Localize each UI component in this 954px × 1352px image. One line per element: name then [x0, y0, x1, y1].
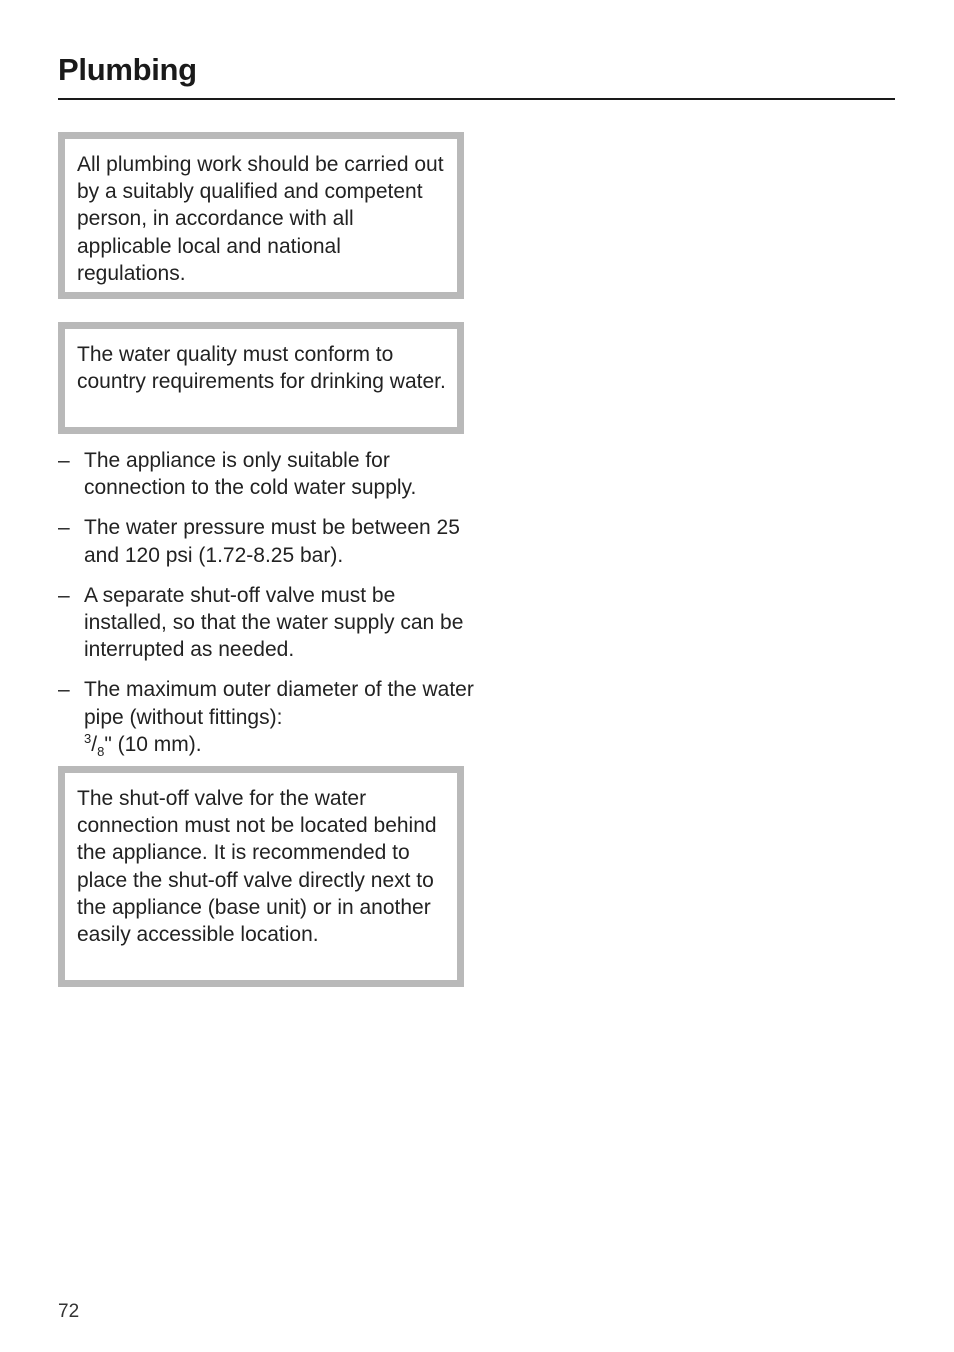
water-quality-note-text: The water quality must conform to country requirements for drinking water.	[77, 343, 446, 394]
pipe-diameter-suffix: " (10 mm).	[104, 732, 202, 756]
valve-location-note-text: The shut-off valve for the water connection must not be located behind the appliance. It is recommended to place the shut-off valve directly next to the appliance (base unit) or in another easily accessible location.	[77, 787, 437, 947]
dash-marker: –	[58, 583, 70, 607]
list-item-cold-water	[58, 447, 478, 501]
fraction-numerator: 3	[84, 730, 92, 746]
pipe-diameter-value	[84, 730, 202, 759]
list-item-shutoff-valve	[58, 582, 478, 664]
list-item-water-pressure	[58, 514, 478, 568]
list-item-text: The appliance is only suitable for connection to the cold water supply.	[84, 449, 417, 500]
page-number: 72	[58, 1301, 80, 1322]
fraction-slash: /	[91, 732, 98, 756]
qualified-person-note-text: All plumbing work should be carried out by a suitably qualified and competent person, in accordance with all applicable local and national regulations.	[77, 153, 444, 285]
list-item-pipe-diameter	[58, 676, 478, 758]
requirements-list	[58, 447, 478, 771]
list-item-text: A separate shut-off valve must be installed, so that the water supply can be interrupted as needed.	[84, 583, 464, 662]
dash-marker: –	[58, 449, 70, 472]
dash-marker: –	[58, 516, 70, 540]
page-title: Plumbing	[58, 52, 197, 87]
qualified-person-note	[58, 132, 464, 299]
list-item-text: The water pressure must be between 25 and 120 psi (1.72-8.25 bar).	[84, 516, 460, 567]
title-divider	[58, 98, 895, 100]
list-item-text: The maximum outer diameter of the water pipe (without fittings):	[84, 678, 474, 729]
fraction-denominator: 8	[97, 743, 105, 759]
dash-marker: –	[58, 678, 70, 702]
valve-location-note	[58, 766, 464, 987]
water-quality-note	[58, 322, 464, 434]
